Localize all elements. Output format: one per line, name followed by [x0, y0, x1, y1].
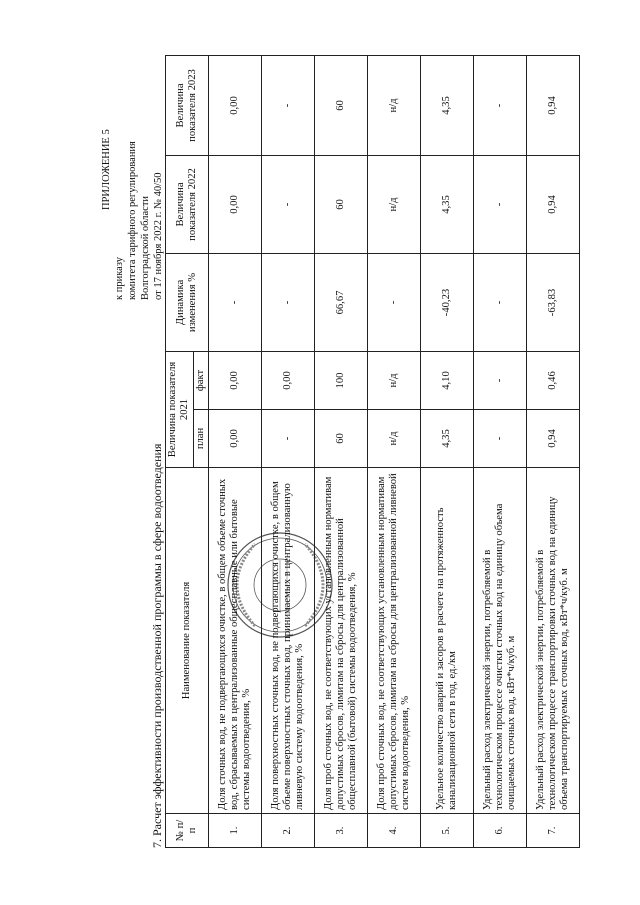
row-value-2022: 0,94	[527, 156, 580, 254]
row-number: 3.	[315, 814, 368, 848]
row-value-2023: 4,35	[421, 56, 474, 156]
row-fact-2021: н/д	[368, 352, 421, 410]
header-name: Наименование показателя	[166, 468, 209, 814]
row-dynamics: -63,83	[527, 254, 580, 352]
row-plan-2021: -	[474, 410, 527, 468]
table-row	[421, 56, 474, 848]
row-dynamics: -	[368, 254, 421, 352]
header-2023: Величина показателя 2023	[166, 56, 209, 156]
row-fact-2021: 0,00	[209, 352, 262, 410]
header-2022: Величина показателя 2022	[166, 156, 209, 254]
row-value-2022: н/д	[368, 156, 421, 254]
efficiency-table	[165, 55, 580, 848]
row-dynamics: -	[474, 254, 527, 352]
row-fact-2021: 0,46	[527, 352, 580, 410]
row-dynamics: -	[262, 254, 315, 352]
header-fact: факт	[193, 352, 208, 410]
table-row	[315, 56, 368, 848]
row-value-2023: -	[474, 56, 527, 156]
row-indicator-name: Доля проб сточных вод, не соответствующих установленным нормативам допустимых сбросов, лимитам на сбросы для централизованной ливневой систем водоотведения, %	[368, 468, 421, 814]
row-plan-2021: 0,94	[527, 410, 580, 468]
row-indicator-name: Доля поверхностных сточных вод, не подвергающихся очистке, в общем объеме поверхностных сточных вод, принимаемых в централизованную ливневую систему водоотведения, %	[262, 468, 315, 814]
row-value-2022: -	[474, 156, 527, 254]
row-value-2022: 0,00	[209, 156, 262, 254]
row-value-2023: 0,00	[209, 56, 262, 156]
row-indicator-name: Удельный расход электрической энергии, потребляемой в технологическом процессе транспортировки сточных вод на единицу объема транспортируемых сточных вод, кВт*ч/куб. м	[527, 468, 580, 814]
appendix-title: ПРИЛОЖЕНИЕ 5	[101, 129, 112, 210]
row-fact-2021: 0,00	[262, 352, 315, 410]
row-indicator-name: Удельное количество аварий и засоров в расчете на протяженность канализационной сети в год, ед./км	[421, 468, 474, 814]
row-plan-2021: 0,00	[209, 410, 262, 468]
row-value-2023: н/д	[368, 56, 421, 156]
appendix-block	[100, 30, 165, 300]
header-plan: план	[193, 410, 208, 468]
row-value-2022: 60	[315, 156, 368, 254]
table-row	[527, 56, 580, 848]
row-indicator-name: Доля сточных вод, не подвергающихся очистке, в общем объеме сточных вод, сбрасываемых в централизованные общесплавные или бытовые системы водоотведения, %	[209, 468, 262, 814]
table-row	[474, 56, 527, 848]
row-value-2022: -	[262, 156, 315, 254]
row-value-2023: -	[262, 56, 315, 156]
row-number: 6.	[474, 814, 527, 848]
row-dynamics: -40,23	[421, 254, 474, 352]
row-number: 2.	[262, 814, 315, 848]
row-indicator-name: Доля проб сточных вод, не соответствующих установленным нормативам допустимых сбросов, лимитам на сбросы для централизованной общесплавной (бытовой) системы водоотведения, %	[315, 468, 368, 814]
row-value-2023: 60	[315, 56, 368, 156]
row-value-2023: 0,94	[527, 56, 580, 156]
row-plan-2021: 4,35	[421, 410, 474, 468]
table-header-row	[166, 56, 194, 848]
row-fact-2021: 4,10	[421, 352, 474, 410]
table-row	[368, 56, 421, 848]
row-plan-2021: н/д	[368, 410, 421, 468]
section-heading: 7. Расчет эффективности производственной программы в сфере водоотведения	[150, 443, 164, 848]
row-plan-2021: -	[262, 410, 315, 468]
appendix-line: комитета тарифного регулирования	[127, 141, 138, 300]
row-indicator-name: Удельный расход электрической энергии, потребляемой в технологическом процессе очистки сточных вод на единицу объема очищаемых сточных вод, кВт*ч/куб. м	[474, 468, 527, 814]
table-body	[209, 56, 580, 848]
row-number: 1.	[209, 814, 262, 848]
header-num: № п/п	[166, 814, 209, 848]
row-plan-2021: 60	[315, 410, 368, 468]
row-number: 7.	[527, 814, 580, 848]
appendix-line: Волгоградской области	[140, 195, 151, 300]
appendix-line: к приказу	[114, 257, 125, 300]
row-number: 4.	[368, 814, 421, 848]
row-fact-2021: 100	[315, 352, 368, 410]
row-dynamics: 66,67	[315, 254, 368, 352]
row-value-2022: 4,35	[421, 156, 474, 254]
table-row	[209, 56, 262, 848]
header-dynamics: Динамика изменения %	[166, 254, 209, 352]
row-dynamics: -	[209, 254, 262, 352]
appendix-line: от 17 ноября 2022 г. № 40/50	[153, 172, 164, 300]
table-row	[262, 56, 315, 848]
row-fact-2021: -	[474, 352, 527, 410]
row-number: 5.	[421, 814, 474, 848]
header-2021: Величина показателя 2021	[166, 352, 194, 468]
